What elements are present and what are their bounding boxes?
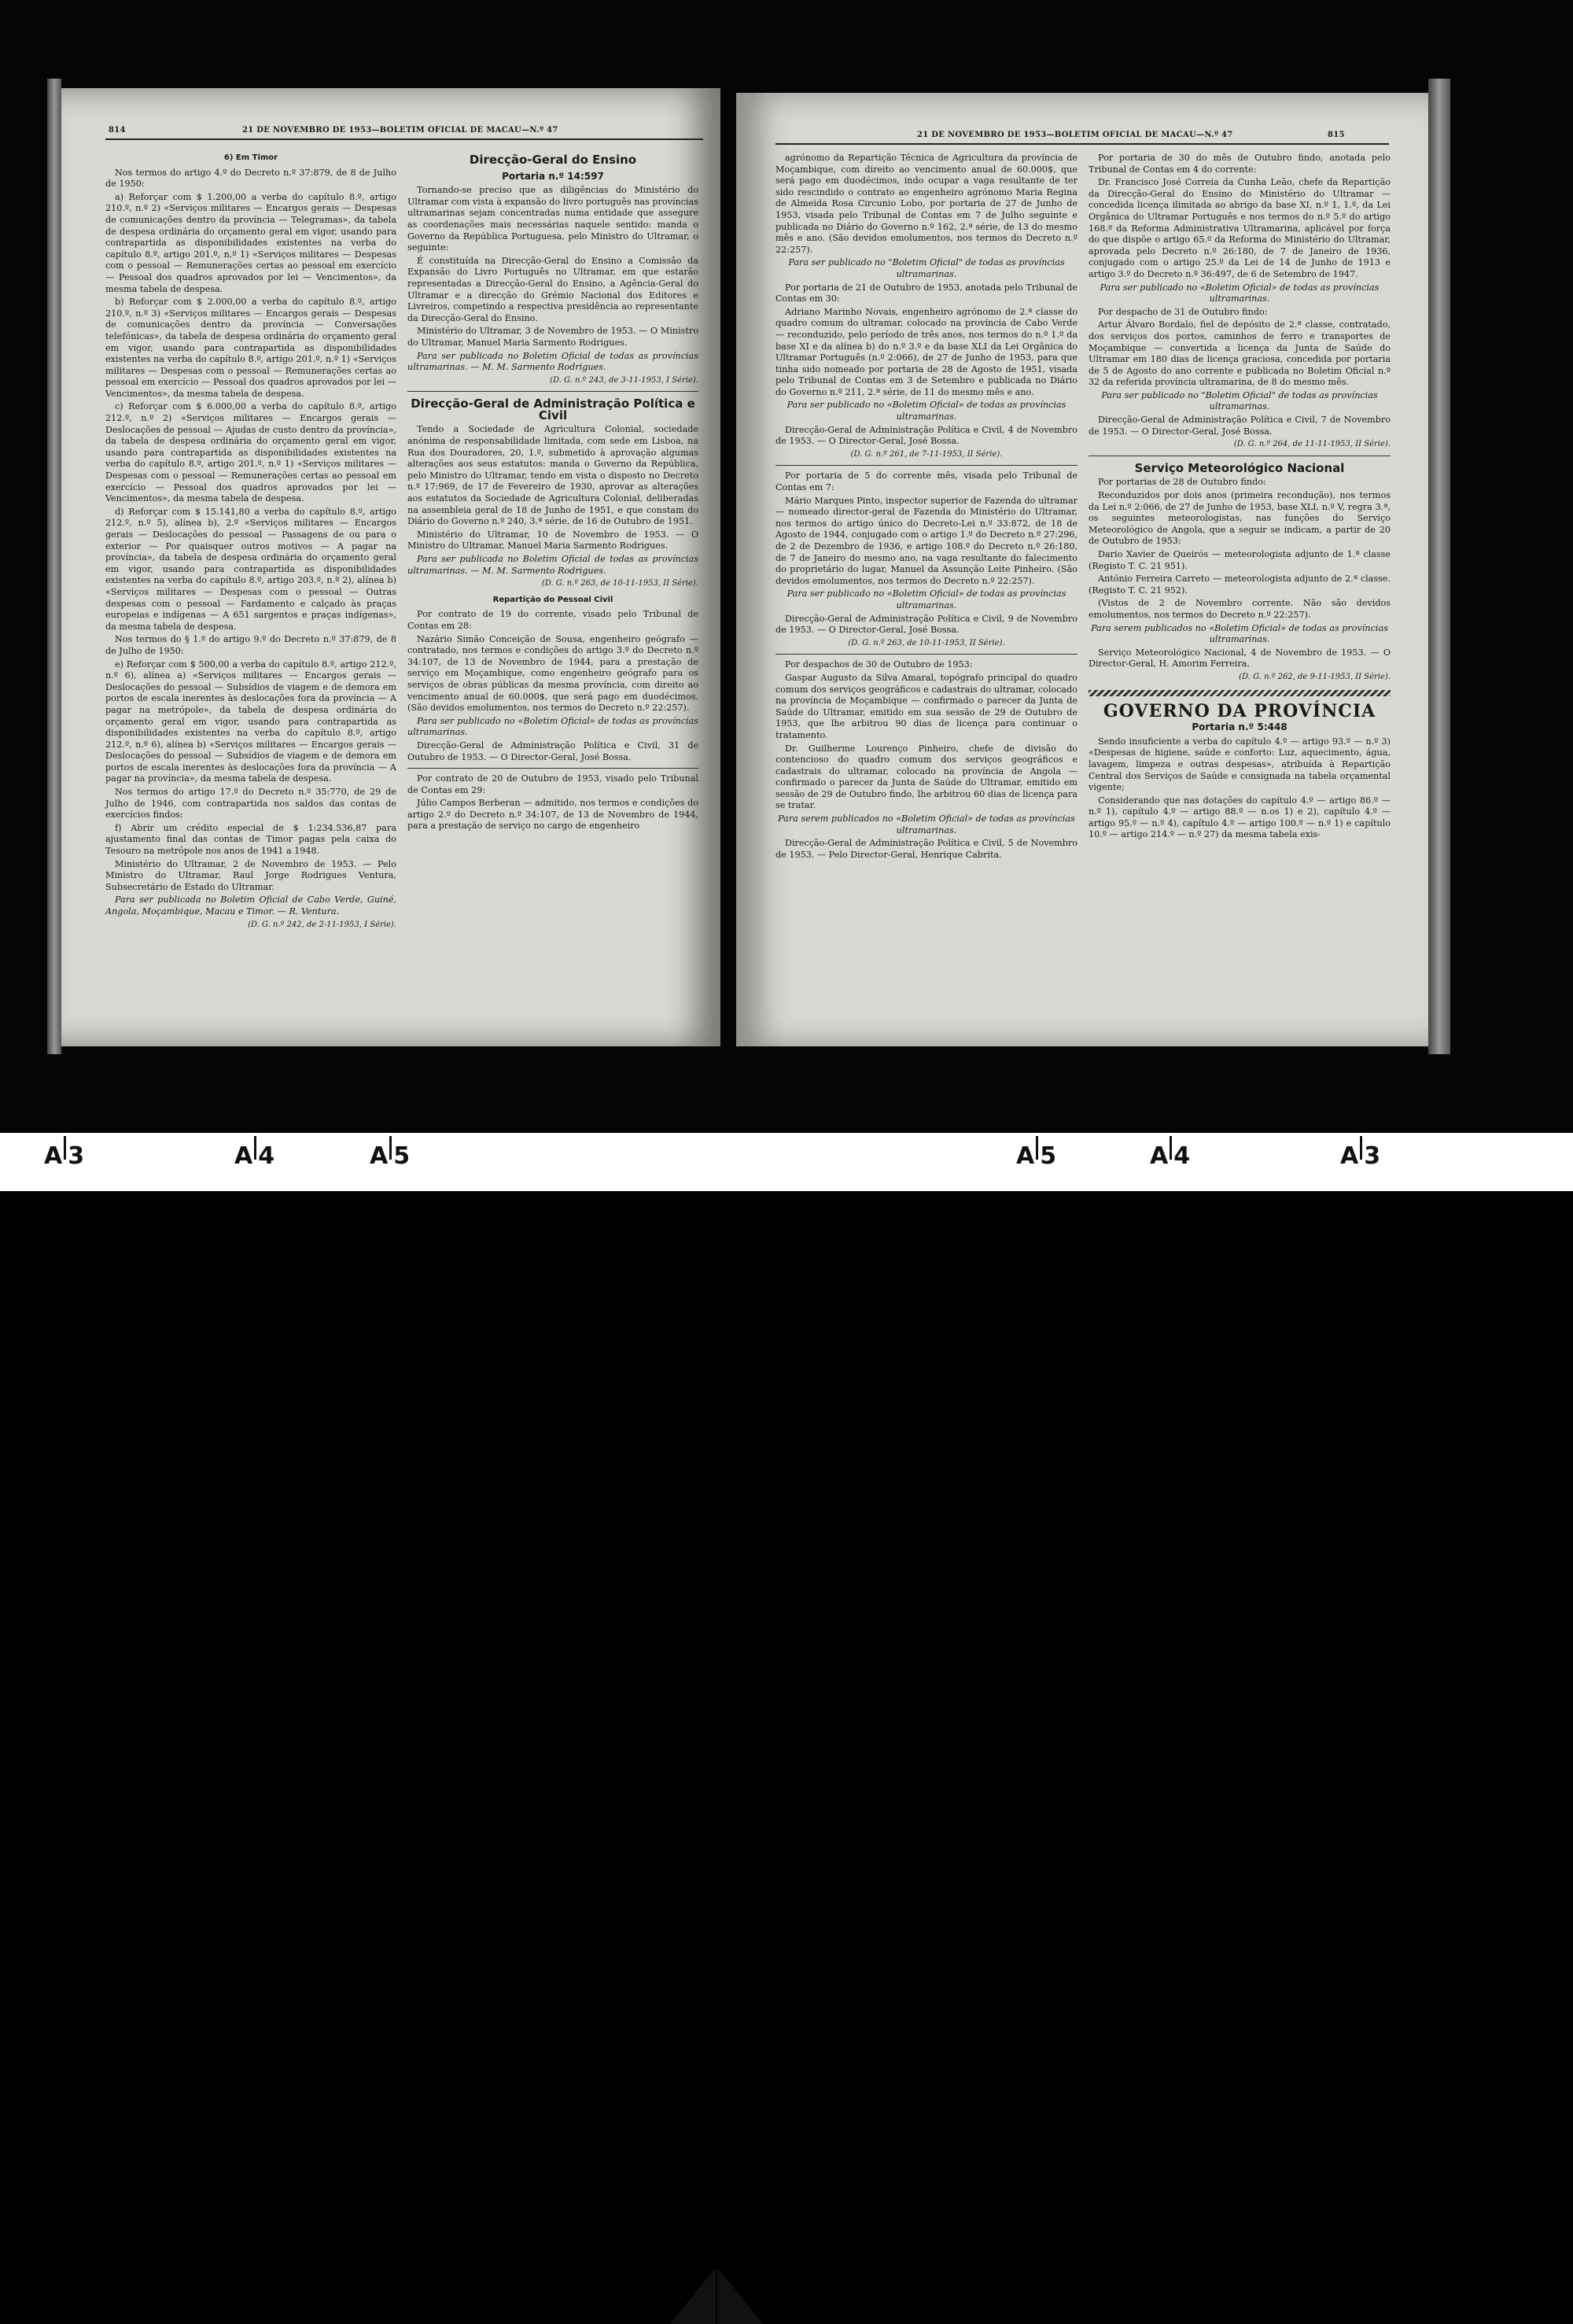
dg-reference: (D. G. n.º 263, de 10-11-1953, II Série). bbox=[541, 579, 698, 588]
dg-reference: (D. G. n.º 264, de 11-11-1953, II Série). bbox=[1233, 440, 1391, 449]
left-page-header: 21 DE NOVEMBRO DE 1953—BOLETIM OFICIAL DE MACAU—N.º 47 bbox=[242, 126, 558, 135]
para: Adriano Marinho Novais, engenheiro agrónomo de 2.ª classe do quadro comum do ultramar, colocado na província de Cabo Verde — reconduzido, pelo período de três anos, nos termos do n.º 1.º da base XI e da alínea b) do n.º 3.º e da base XLI da Lei Orgânica do Ultramar Português (n.º 2:066), de 27 de Junho de 1953, para que tinha sido nomeado por portaria de 28 de Agosto de 1951, visada pelo Tribunal de Contas em 3 de Setembro e publicada no Diário do Governo n.º 211, 2.ª série, de 11 do mesmo mês e ano. bbox=[775, 306, 1078, 397]
para: Direcção-Geral de Administração Política e Civil, 9 de Novembro de 1953. — O Director-Geral, José Bossa. bbox=[775, 613, 1078, 636]
left-page-number: 814 bbox=[109, 126, 126, 135]
film-mark-a3-left: A 3 bbox=[44, 1142, 84, 1170]
para: Júlio Campos Berberan — admitido, nos termos e condições do artigo 2.º do Decreto n.º 34:107, de 13 de Novembro de 1944, para a prestação de serviço no cargo de engenheiro bbox=[407, 798, 698, 832]
center-triangle-left bbox=[670, 2267, 716, 2324]
para: Tornando-se preciso que as diligências do Ministério do Ultramar com vista à expansão do livro português nas províncias ultramarinas sejam concentradas numa entidade que assegure as coordenações mais necessárias naquele sentido: manda o Governo da República Portuguesa, pelo Ministro do Ultramar, o seguinte: bbox=[407, 185, 698, 253]
para: Para ser publicado no «Boletim Oficial» de todas as províncias ultramarinas. bbox=[786, 588, 1066, 611]
para: António Ferreira Carreto — meteorologista adjunto de 2.ª classe. (Registo T. C. 21 952). bbox=[1089, 574, 1391, 596]
right-col-2 bbox=[1089, 153, 1391, 843]
heading-pessoal-civil: Repartição do Pessoal Civil bbox=[492, 595, 613, 604]
para: Para ser publicado no "Boletim Oficial" de todas as províncias ultramarinas. bbox=[1101, 389, 1378, 412]
para: Nos termos do § 1.º do artigo 9.º do Decreto n.º 37:879, de 8 de Julho de 1950: bbox=[105, 634, 396, 656]
para: Reconduzidos por dois anos (primeira recondução), nos termos da Lei n.º 2:066, de 27 de Junho de 1953, base XLI, n.º V, regra 3.ª, os seguintes meteorologistas, nas funções do Serviço Meteorológico de Angola, que a seguir se indicam, a partir de 20 de Outubro de 1953: bbox=[1089, 490, 1391, 547]
heading-governo-provincia: GOVERNO DA PROVÍNCIA bbox=[1103, 700, 1376, 721]
para: Tendo a Sociedade de Agricultura Colonial, sociedade anónima de responsabilidade limitada, com sede em Lisboa, na Rua dos Douradores, 20, 1.º, submetido à aprovação algumas alterações aos seus estatutos: manda o Governo da República, pelo Ministro do Ultramar, tendo em vista o disposto no Decreto n.º 17:969, de 17 de Fevereiro de 1930, aprovar as alterações aos estatutos da Sociedade de Agricultura Colonial, deliberadas na assembleia geral de 18 de Junho de 1951, e que constam do Diário do Governo n.º 240, 3.ª série, de 16 de Outubro de 1951. bbox=[407, 424, 698, 527]
para: Para ser publicada no Boletim Oficial de todas as províncias ultramarinas. — M. M. Sarmento Rodrigues. bbox=[407, 554, 698, 576]
para: Ministério do Ultramar, 10 de Novembro de 1953. — O Ministro do Ultramar, Manuel Maria Sarmento Rodrigues. bbox=[407, 529, 698, 551]
left-book-edge bbox=[47, 79, 61, 1054]
para: Por despachos de 30 de Outubro de 1953: bbox=[785, 659, 973, 670]
para: Para serem publicados no «Boletim Oficial» de todas as províncias ultramarinas. bbox=[778, 813, 1075, 836]
left-header-rule bbox=[105, 138, 703, 140]
film-mark-a5-right: A 5 bbox=[1016, 1142, 1056, 1170]
para: Para ser publicada no Boletim Oficial de todas as províncias ultramarinas. — M. M. Sarmento Rodrigues. bbox=[407, 350, 698, 373]
para: (Vistos de 2 de Novembro corrente. Não são devidos emolumentos, nos termos do Decreto n.º 22:257). bbox=[1089, 598, 1391, 620]
divider bbox=[407, 768, 698, 769]
left-page bbox=[61, 88, 720, 1046]
para: Ministério do Ultramar, 3 de Novembro de 1953. — O Ministro do Ultramar, Manuel Maria Sarmento Rodrigues. bbox=[407, 326, 698, 348]
para: Nos termos do artigo 17.º do Decreto n.º 35:770, de 29 de Julho de 1946, com contrapartida nos saldos das contas de exercícios findos: bbox=[105, 787, 396, 821]
para: Direcção-Geral de Administração Política e Civil, 4 de Novembro de 1953. — O Director-Geral, José Bossa. bbox=[775, 424, 1078, 447]
dg-reference: (D. G. n.º 263, de 10-11-1953, II Série). bbox=[848, 638, 1005, 647]
para: Para ser publicado no «Boletim Oficial» de todas as províncias ultramarinas. bbox=[786, 400, 1066, 422]
left-col-2 bbox=[407, 148, 698, 834]
section-title-timor: 6) Em Timor bbox=[223, 153, 278, 162]
film-mark-a4-left: A 4 bbox=[234, 1142, 274, 1170]
right-page-header: 21 DE NOVEMBRO DE 1953—BOLETIM OFICIAL DE MACAU—N.º 47 bbox=[917, 131, 1233, 139]
dg-reference: (D. G. n.º 243, de 3-11-1953, I Série). bbox=[550, 375, 698, 385]
divider bbox=[775, 654, 1078, 655]
para: Ministério do Ultramar, 2 de Novembro de 1953. — Pelo Ministro do Ultramar, Raul Jorge Rodrigues Ventura, Subsecretário de Estado do Ultramar. bbox=[105, 858, 396, 892]
para: Considerando que nas dotações do capítulo 4.º — artigo 86.º — n.º 1), capítulo 4.º — artigo 88.º — n.os 1) e 2), capítulo 4.º — artigo 95.º — n.º 4), capítulo 4.º — artigo 100.º — n.º 1) e capítulo 10.º — artigo 214.º — n.º 27) da mesma tabela exis- bbox=[1089, 795, 1391, 840]
para: Dr. Guilherme Lourenço Pinheiro, chefe de divisão do contencioso do quadro comum dos serviços geográficos e cadastrais do ultramar, colocado na província de Angola — confirmado o parecer da Junta de Saúde do Ultramar, emitido em sessão de 29 de Outubro findo, lhe arbitrou 60 dias de licença para se tratar. bbox=[775, 743, 1078, 811]
para: Por portaria de 30 do mês de Outubro findo, anotada pelo Tribunal de Contas em 4 do corrente: bbox=[1089, 153, 1391, 175]
heading-meteorologico: Serviço Meteorológico Nacional bbox=[1134, 460, 1345, 475]
right-header-rule bbox=[775, 143, 1389, 145]
dg-reference: (D. G. n.º 261, de 7-11-1953, II Série). bbox=[850, 449, 1003, 459]
divider bbox=[407, 391, 698, 392]
para: Serviço Meteorológico Nacional, 4 de Novembro de 1953. — O Director-Geral, H. Amorim Ferreira. bbox=[1089, 647, 1391, 670]
para: Para ser publicado no «Boletim Oficial» de todas as províncias ultramarinas. bbox=[1100, 282, 1380, 304]
right-col-1 bbox=[775, 153, 1078, 862]
para: Direcção-Geral de Administração Política e Civil, 7 de Novembro de 1953. — O Director-Geral, José Bossa. bbox=[1089, 415, 1391, 437]
para: Por despacho de 31 de Outubro findo: bbox=[1098, 306, 1268, 317]
para: Por portaria de 21 de Outubro de 1953, anotada pelo Tribunal de Contas em 30: bbox=[775, 282, 1078, 304]
para: Direcção-Geral de Administração Política e Civil, 31 de Outubro de 1953. — O Director-Geral, José Bossa. bbox=[407, 740, 698, 762]
dg-reference: (D. G. n.º 262, de 9-11-1953, II Série). bbox=[1239, 672, 1391, 681]
para: Para ser publicado no «Boletim Oficial» de todas as províncias ultramarinas. bbox=[407, 715, 698, 738]
para: Sendo insuficiente a verba do capítulo 4.º — artigo 93.º — n.º 3) «Despesas de higiene, saúde e conforto: Luz, aquecimento, água, lavagem, limpeza e outras despesas», atribuída à Repartição Central dos Serviços de Saúde e consignada na tabela orçamental vigente; bbox=[1089, 736, 1391, 793]
para: Por contrato de 20 de Outubro de 1953, visado pelo Tribunal de Contas em 29: bbox=[407, 773, 698, 795]
para: Por portaria de 5 do corrente mês, visada pelo Tribunal de Contas em 7: bbox=[775, 470, 1078, 493]
para: Dr. Francisco José Correia da Cunha Leão, chefe da Repartição da Direcção-Geral do Ensino do Ministério do Ultramar — concedida licença ilimitada ao abrigo da base XI, n.º 1, 1.º, da Lei Orgânica do Ultramar Português e nos termos do n.º 5.º do artigo 168.º da Reforma Administrativa Ultramarina, aplicável por força do que dispõe o artigo 65.º da Reforma do Ministério do Ultramar, aprovada pelo Decreto n.º 26:180, de 7 de Janeiro de 1936, conjugado com o artigo 25.º da Lei de 14 de Junho de 1913 e artigo 3.º do Decreto n.º 36:497, de 6 de Setembro de 1947. bbox=[1089, 177, 1391, 279]
para: a) Reforçar com $ 1.200,00 a verba do capítulo 8.º, artigo 210.º, n.º 2) «Serviços militares — Encargos gerais — Despesas de comunicações dentro da província — Telegramas», da tabela de despesa ordinária do orçamento geral em vigor, usando para contrapartida as disponibilidades existentes na verba do capítulo 8.º, artigo 201.º, n.º 1) «Serviços militares — Despesas com o pessoal — Remunerações certas ao pessoal em exercício — Pessoal dos quadros aprovados por lei — Vencimentos», da mesma tabela de despesa. bbox=[105, 191, 396, 294]
portaria-number: Portaria n.º 5:448 bbox=[1192, 721, 1288, 733]
para: Gaspar Augusto da Silva Amaral, topógrafo principal do quadro comum dos serviços geográficos e cadastrais do ultramar, colocado na província de Moçambique — confirmado o parecer da Junta de Saúde do Ultramar, emitido em sua sessão de 29 de Outubro de 1953, que lhe arbitrou 90 dias de licença para continuar o tratamento. bbox=[775, 672, 1078, 740]
center-triangle-right bbox=[717, 2267, 763, 2324]
para: Mário Marques Pinto, inspector superior de Fazenda do ultramar — nomeado director-geral de Fazenda do Ministério do Ultramar, nos termos do artigo único do Decreto-Lei n.º 33:872, de 18 de Agosto de 1944, conjugado com o artigo 1.º do Decreto n.º 27:296, de 2 de Dezembro de 1936, e artigo 108.º do Decreto n.º 26:180, de 7 de Janeiro do mesmo ano, na vaga resultante do falecimento do proprietário do lugar, Manuel da Assunção Leite Pinheiro. (São devidos emolumentos, nos termos do Decreto n.º 22:257). bbox=[775, 495, 1078, 586]
para: Para ser publicado no "Boletim Oficial" de todas as províncias ultramarinas. bbox=[788, 257, 1065, 279]
para: Dario Xavier de Queirós — meteorologista adjunto de 1.ª classe (Registo T. C. 21 951). bbox=[1089, 549, 1391, 571]
publish-note: Para ser publicada no Boletim Oficial de Cabo Verde, Guiné, Angola, Moçambique, Macau e Timor. — R. Ventura. bbox=[105, 895, 396, 917]
para: agrónomo da Repartição Técnica de Agricultura da província de Moçambique, com direito ao vencimento anual de 60.000$, que será pago em duodécimos, indo ocupar a vaga resultante de ter sido rescindido o contrato ao engenheiro agrónomo Maria Regina de Almeida Rosa Circunio Lobo, por portaria de 27 de Junho de 1953, visada pelo Tribunal de Contas em 7 de Julho seguinte e publicada no Diário do Governo n.º 162, 2.ª série, de 13 do mesmo mês e ano. (São devidos emolumentos, nos termos do Decreto n.º 22:257). bbox=[775, 153, 1078, 255]
heading-administracao-politica: Direcção-Geral de Administração Política e Civil bbox=[411, 397, 695, 422]
para: Nos termos do artigo 4.º do Decreto n.º 37:879, de 8 de Julho de 1950: bbox=[105, 167, 396, 190]
para: Por portarias de 28 de Outubro findo: bbox=[1098, 477, 1266, 488]
para: Nazário Simão Conceição de Sousa, engenheiro geógrafo — contratado, nos termos e condições do artigo 3.º do Decreto n.º 34:107, de 13 de Novembro de 1944, para a prestação de serviço em Moçambique, como engenheiro geógrafo para os serviços de obras públicas da mesma província, com direito ao vencimento anual de 60.000$, que será pago em duodécimos. (São devidos emolumentos, nos termos do Decreto n.º 22:257). bbox=[407, 633, 698, 714]
para: Artur Álvaro Bordalo, fiel de depósito de 2.ª classe, contratado, dos serviços dos portos, caminhos de ferro e transportes de Moçambique — convertida a licença da Junta de Saúde do Ultramar em 180 dias de licença graciosa, concedida por portaria de 5 de Agosto do ano corrente e publicada no Boletim Oficial n.º 32 da referida província ultramarina, de 8 do mesmo mês. bbox=[1089, 319, 1391, 388]
divider bbox=[775, 465, 1078, 466]
left-col-1 bbox=[105, 148, 396, 932]
para: Direcção-Geral de Administração Política e Civil, 5 de Novembro de 1953. — Pelo Director-Geral, Henrique Cabrita. bbox=[775, 838, 1078, 860]
para: c) Reforçar com $ 6.000,00 a verba do capítulo 8.º, artigo 212.º, n.º 2) «Serviços militares — Encargos gerais — Deslocações de pessoal — Ajudas de custo dentro da província», da tabela de despesa ordinária do orçamento geral em vigor, usando para contrapartida as disponibilidades existentes na verba do capítulo 8.º, artigo 201.º, n.º 1) «Serviços militares — Despesas com o pessoal — Remunerações certas ao pessoal em exercício — Pessoal dos quadros aprovados por lei — Vencimentos», da mesma tabela de despesa. bbox=[105, 401, 396, 504]
right-page-number: 815 bbox=[1328, 131, 1345, 139]
para: b) Reforçar com $ 2.000,00 a verba do capítulo 8.º, artigo 210.º, n.º 3) «Serviços militares — Encargos gerais — Despesas de comunicações dentro da província — Conversações telefónicas», da tabela de despesa ordinária do orçamento geral em vigor, usando para contrapartida as disponibilidades existentes na verba do capítulo 8.º, artigo 201.º, n.º 1) «Serviços militares — Despesas com o pessoal — Remunerações certas ao pessoal em exercício — Pessoal dos quadros aprovados por lei — Vencimentos», da mesma tabela de despesa. bbox=[105, 297, 396, 399]
para: É constituída na Direcção-Geral do Ensino a Comissão da Expansão do Livro Português no Ultramar, em que estarão representadas a Direcção-Geral do Ensino, a Agência-Geral do Ultramar e a direcção do Grémio Nacional dos Editores e Livreiros, competindo a respectiva presidência ao representante da Direcção-Geral do Ensino. bbox=[407, 255, 698, 323]
ornamental-divider bbox=[1089, 690, 1391, 696]
film-mark-a5-left: A 5 bbox=[370, 1142, 410, 1170]
para: d) Reforçar com $ 15.141,80 a verba do capítulo 8.º, artigo 212.º, n.º 5), alínea b), 2.º «Serviços militares — Encargos gerais — Deslocações do pessoal — Passagens de ou para o exterior — Por quaisquer outros motivos — A pagar na província», da tabela de despesa ordinária do orçamento geral em vigor, usando para contrapartida as disponibilidades existentes na verba do capítulo 8.º, artigo 203.º, n.º 2), alínea b) «Serviços militares — Despesas com o pessoal — Outras despesas com o pessoal — Fardamento e calçado às praças europeias e indígenas — A 651 sargentos e praças indígenas», da mesma tabela de despesa. bbox=[105, 506, 396, 632]
para: f) Abrir um crédito especial de $ 1:234.536,87 para ajustamento final das contas de Timor pagas pela caixa do Tesouro na metrópole nos anos de 1941 a 1948. bbox=[105, 822, 396, 857]
para: Por contrato de 19 do corrente, visado pelo Tribunal de Contas em 28: bbox=[407, 609, 698, 631]
right-page bbox=[736, 93, 1428, 1046]
para: Para serem publicados no «Boletim Oficial» de todas as províncias ultramarinas. bbox=[1091, 622, 1388, 645]
dg-reference: (D. G. n.º 242, de 2-11-1953, I Série). bbox=[248, 920, 396, 929]
scan-background bbox=[0, 0, 1573, 1133]
film-mark-a3-right: A 3 bbox=[1340, 1142, 1380, 1170]
film-mark-a4-right: A 4 bbox=[1150, 1142, 1190, 1170]
portaria-number: Portaria n.º 14:597 bbox=[502, 170, 604, 182]
heading-direccao-ensino: Direcção-Geral do Ensino bbox=[469, 153, 637, 167]
right-book-edge bbox=[1428, 79, 1450, 1054]
para: e) Reforçar com $ 500,00 a verba do capítulo 8.º, artigo 212.º, n.º 6), alínea a) «Serviços militares — Encargos gerais — Deslocações do pessoal — Subsídios de viagem e de demora em portos de escala inerentes às deslocações fora da província — A pagar na metrópole», da tabela de despesa ordinária do orçamento geral em vigor, usando para contrapartida as disponibilidades existentes na verba do capítulo 8.º, artigo 212.º, n.º 6), alínea b) «Serviços militares — Encargos gerais — Deslocações do pessoal — Subsídios de viagem e de demora em portos de escala inerentes às deslocações fora da província — A pagar na província», da mesma tabela de despesa. bbox=[105, 658, 396, 784]
